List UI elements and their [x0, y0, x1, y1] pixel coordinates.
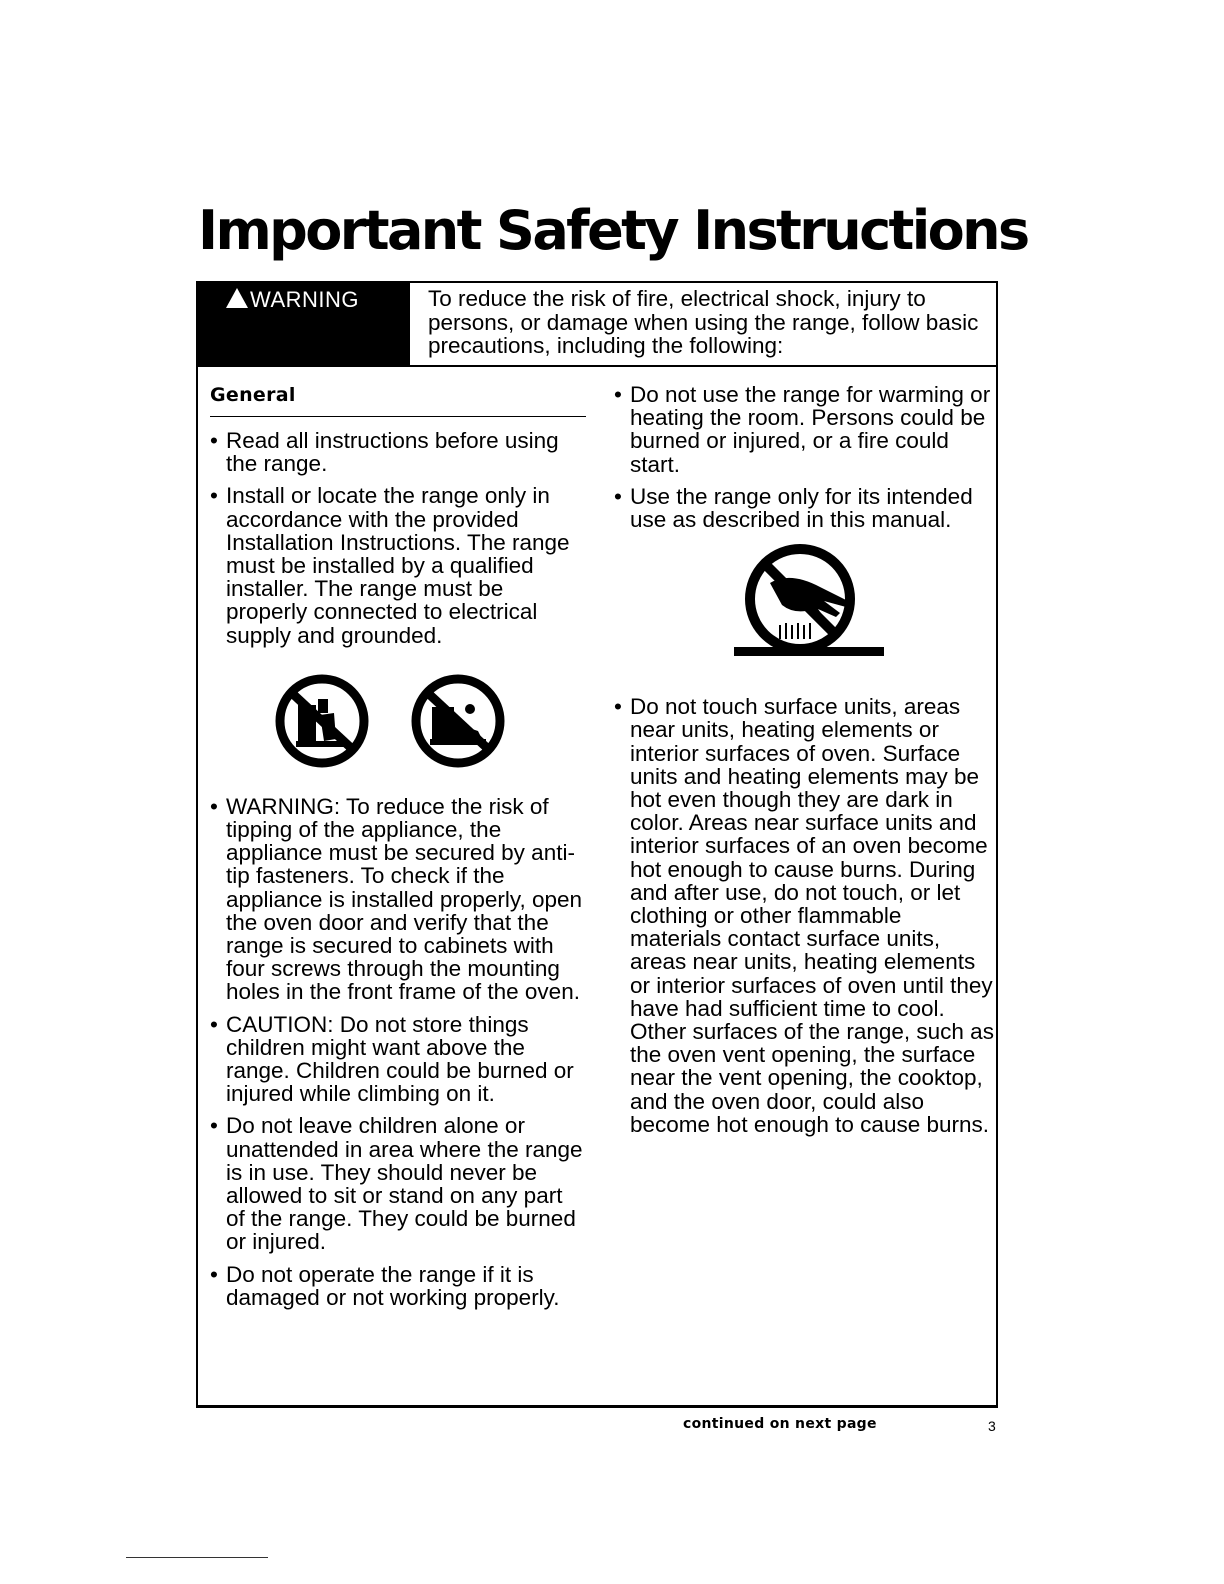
no-touching-hot-surface-icon — [720, 543, 890, 667]
list-item: • Do not use the range for warming or heating the room. Persons could be burned or injured, or a fire could start. — [614, 382, 991, 477]
no-sitting-on-oven-door-icon — [410, 673, 506, 769]
list-item: • Do not touch surface units, areas near units, heating elements or interior surfaces of oven. Surface units and heating elements may be hot even though they are dark in color. Areas near surface units and interior surfaces of an oven become hot enough to cause burns. During and after use, do not touch, or let clothing or other flammable materials contact surface units, areas near units, heating elements or interior surfaces of oven until they have had sufficient time to cool. Other surfaces of the range, such as the oven vent opening, the surface near the vent opening, the cooktop, and the oven door, could also become hot enough to cause burns. — [614, 694, 994, 1137]
list-item: • CAUTION: Do not store things children might want above the range. Children could be burned or injured while climbing on it. — [210, 1011, 574, 1107]
list-item: • Do not operate the range if it is damaged or not working properly. — [210, 1261, 560, 1310]
list-item: • Install or locate the range only in accordance with the provided Installation Instructions. The range must be installed by a qualified installer. The range must be properly connected to electrical supply and grounded. — [210, 483, 570, 648]
hot-surface-icon-row — [614, 543, 994, 679]
list-item: • WARNING: To reduce the risk of tipping of the appliance, the appliance must be secured by anti-tip fasteners. To check if the appliance is installed properly, open the oven door and verify that the range is secured to cabinets with four screws through the mounting holes in the front frame of the oven. — [210, 793, 583, 1005]
list-item: • Use the range only for its intended use as described in this manual. — [614, 483, 973, 533]
no-climbing-on-oven-door-icon — [274, 673, 370, 769]
continued-note: continued on next page — [683, 1416, 877, 1432]
warning-triangle-icon — [226, 288, 248, 308]
left-column — [210, 382, 586, 1318]
page-number: 3 — [988, 1418, 996, 1434]
page-title: Important Safety Instructions — [198, 199, 1028, 262]
warning-box — [196, 281, 998, 367]
list-item: • Do not leave children alone or unattended in area where the range is in use. They should never be allowed to sit or stand on any part of the range. They could be burned or injured. — [210, 1113, 583, 1255]
warning-text: To reduce the risk of fire, electrical shock, injury to persons, or damage when using the range, follow basic precautions, including the following: — [428, 286, 979, 358]
right-column — [614, 383, 994, 1145]
bottom-rule — [126, 1557, 268, 1558]
warning-label-block — [198, 283, 410, 365]
warning-label: WARNING — [250, 287, 360, 312]
section-heading-general: General — [210, 382, 586, 417]
tip-warning-icons — [210, 665, 586, 777]
list-item: • Read all instructions before using the range. — [210, 428, 559, 477]
